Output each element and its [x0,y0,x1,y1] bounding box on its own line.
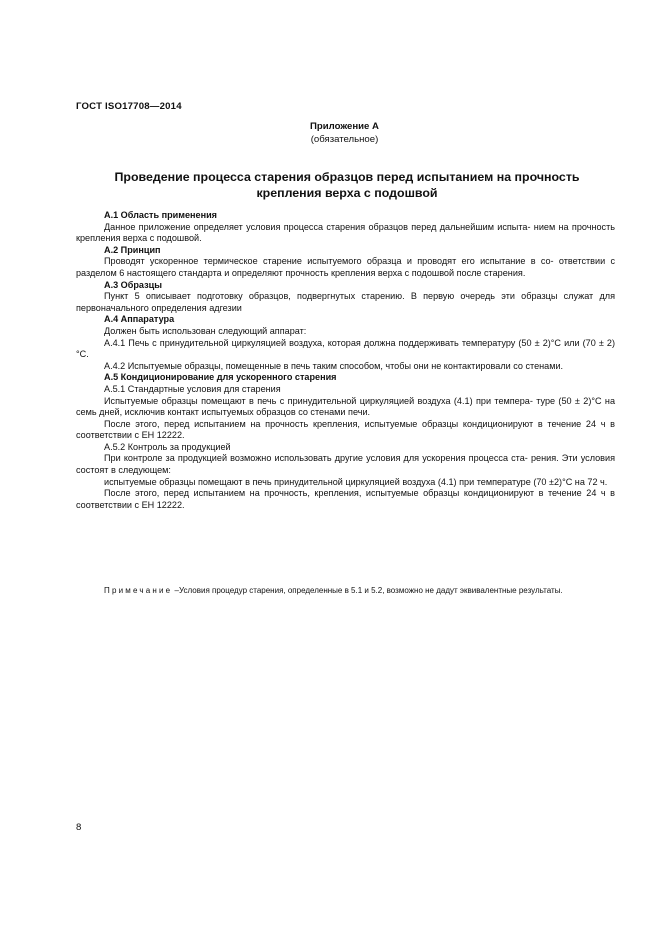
standard-designation: ГОСТ ISO17708—2014 [76,101,182,112]
body-paragraph: После этого, перед испытанием на прочность, крепления, испытуемые образцы кондиционируют в течение 24 ч в соответствии с ЕН 12222. [76,488,615,510]
body-paragraph: После этого, перед испытанием на прочность крепления, испытуемые образцы кондиционируют в течение 24 ч в соответствии с ЕН 12222. [76,418,615,441]
note [76,585,615,596]
section-heading: А.5 Кондиционирование для ускоренного старения [104,372,337,383]
document-title [92,170,602,202]
note-label: Примечание [104,586,173,595]
body-paragraph: Данное приложение определяет условия процесса старения образцов перед дальнейшим испыта- нием на прочность крепления верха с подошвой. [76,221,615,244]
body-paragraph: А.4.1 Печь с принудительной циркуляцией воздуха, которая должна поддерживать температуру (50 ± 2)°С или (70 ± 2)°С. [76,337,615,360]
section-heading: А.1 Область применения [104,210,217,220]
document-body [76,210,615,511]
annex-heading [0,121,661,146]
body-paragraph: Испытуемые образцы помещают в печь с принудительной циркуляцией воздуха (4.1) при темпера- туре (50 ± 2)°С на семь дней, исключив контакт испытуемых образцов со стенами печи. [76,395,615,418]
document-title-line-2: крепления верха с подошвой [256,185,438,200]
page-number: 8 [76,822,82,833]
annex-status: (обязательное) [310,133,379,145]
body-paragraph: Пункт 5 описывает подготовку образцов, подвергнутых старению. В первую очередь эти образцы служат для первоначального определения адгезии [76,291,615,313]
body-paragraph: Должен быть использован следующий аппарат: [104,325,307,336]
document-title-line-1: Проведение процесса старения образцов перед испытанием на прочность [114,170,580,184]
section-heading: А.2 Принцип [104,244,161,255]
annex-title: Приложение А [310,121,379,132]
section-heading: А.4 Аппаратура [104,314,175,325]
body-paragraph: испытуемые образцы помещают в печь принудительной циркуляцией воздуха (4.1) при температуре (70 ±2)°С на 72 ч. [104,476,608,487]
note-text: –Условия процедур старения, определенные в 5.1 и 5.2, возможно не дадут эквивалентные результаты. [172,586,563,595]
body-paragraph: Проводят ускоренное термическое старение испытуемого образца и проводят его испытание в со- ответствии с разделом 6 настоящего стандарта и определяют прочность крепления верха с подошвой после старения. [76,256,615,278]
body-paragraph: А.4.2 Испытуемые образцы, помещенные в печь таким способом, чтобы они не контактировали со стенами. [104,360,564,371]
body-paragraph: При контроле за продукцией возможно использовать другие условия для ускорения процесса ста- рения. Эти условия состоят в следующем: [76,453,615,476]
section-heading: А.3 Образцы [104,279,162,290]
subsection-heading: А.5.1 Стандартные условия для старения [104,383,281,394]
subsection-heading: А.5.2 Контроль за продукцией [104,441,231,452]
